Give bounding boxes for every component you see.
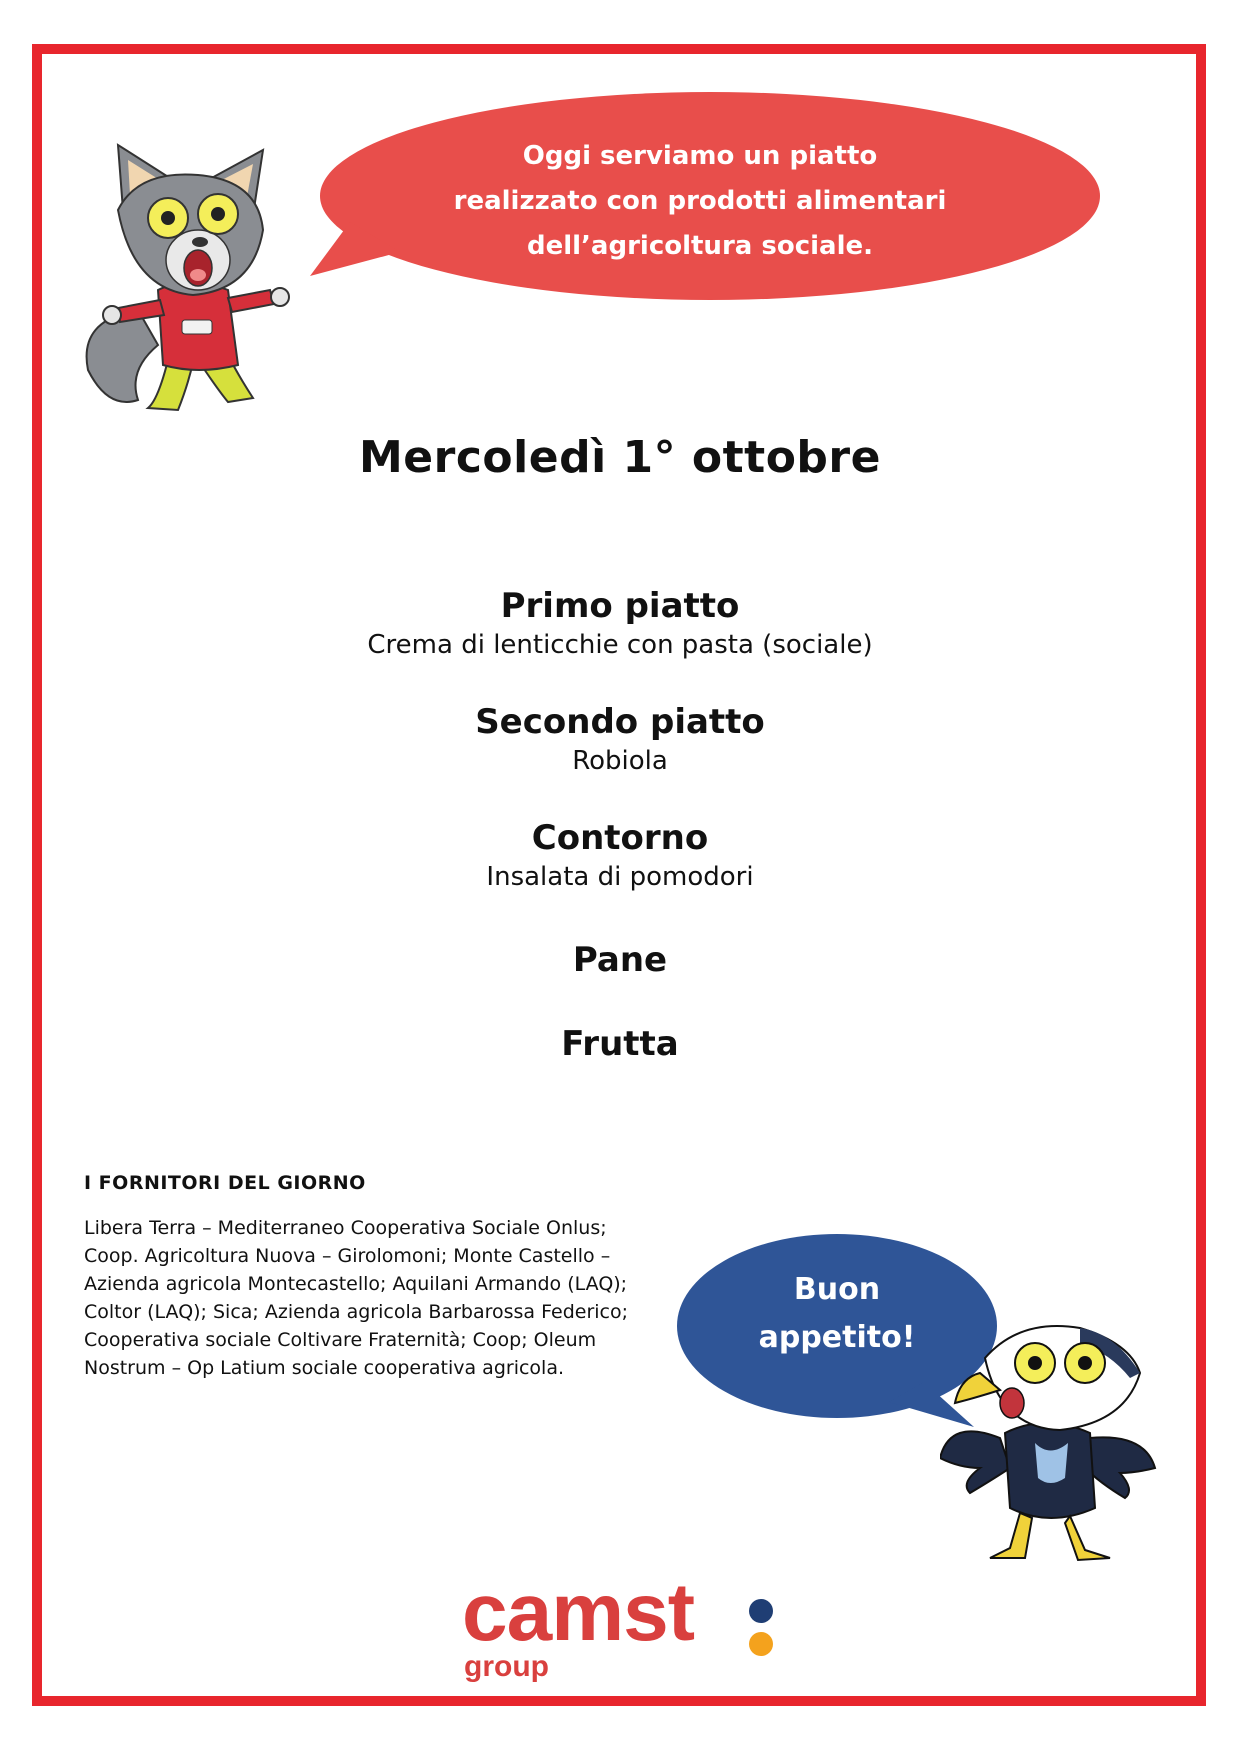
course-heading-contorno: Contorno <box>531 818 709 858</box>
course-primo <box>0 584 1240 662</box>
bubble-top-line-3: dell’agricoltura sociale. <box>526 231 873 261</box>
bubble-top-line-2: realizzato con prodotti alimentari <box>453 186 947 216</box>
suppliers-text: Libera Terra – Mediterraneo Cooperativa Sociale Onlus; Coop. Agricoltura Nuova – Girolomoni; Monte Castello – Azienda agricola Montecastello; Aquilani Armando (LAQ); Coltor (LAQ); Sica; Azienda agricola Barbarossa Federico; Cooperativa sociale Coltivare Fraternità; Coop; Oleum Nostrum – Op Latium sociale cooperativa agricola. <box>84 1217 629 1379</box>
bubble-bottom-line-1: Buon <box>793 1272 881 1307</box>
course-dish-contorno: Insalata di pomodori <box>486 862 754 892</box>
logo-subtitle: group <box>464 1650 549 1683</box>
speech-bubble-top-text <box>400 134 1000 269</box>
course-dish-secondo: Robiola <box>572 746 668 776</box>
bubble-bottom-line-2: appetito! <box>758 1320 916 1355</box>
suppliers-title: I FORNITORI DEL GIORNO <box>84 1172 366 1194</box>
course-heading-primo: Primo piatto <box>500 586 740 626</box>
course-heading-pane: Pane <box>572 940 668 980</box>
logo-wordmark: camst <box>462 1567 695 1658</box>
logo-colon-icon <box>748 1598 774 1658</box>
course-dish-primo: Crema di lenticchie con pasta (sociale) <box>367 630 873 660</box>
speech-bubble-top <box>310 92 1100 312</box>
course-secondo <box>0 700 1240 778</box>
course-heading-frutta: Frutta <box>561 1024 679 1064</box>
camst-group-logo <box>462 1568 792 1688</box>
eagle-mascot-illustration <box>940 1318 1170 1574</box>
wolf-mascot-illustration <box>78 140 308 420</box>
course-pane <box>0 938 1240 982</box>
menu-date-title: Mercoledì 1° ottobre <box>359 432 881 483</box>
course-frutta <box>0 1022 1240 1066</box>
course-heading-secondo: Secondo piatto <box>475 702 765 742</box>
course-contorno <box>0 816 1240 894</box>
bubble-top-line-1: Oggi serviamo un piatto <box>522 141 878 171</box>
